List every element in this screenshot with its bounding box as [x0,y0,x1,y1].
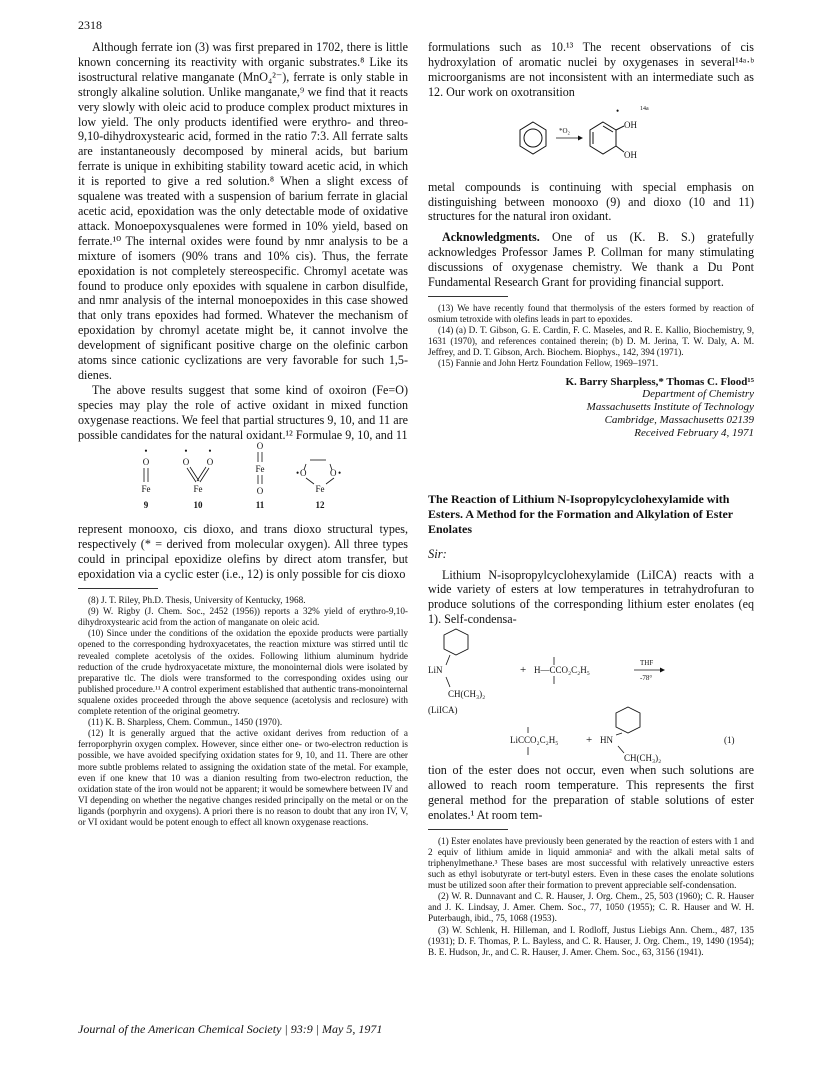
authors: K. Barry Sharpless,* Thomas C. Flood¹⁵ [565,375,754,388]
acknowledgments [428,230,754,290]
lica-scheme [428,627,754,763]
ref-14a: 14a [640,105,649,112]
svg-text:•: • [208,446,212,457]
left-paragraph-1: Although ferrate ion (3) was first prepared in 1702, there is little known concerning its reactivity with organic substrates.⁸ Like its isostructural relative manganate (MnO₄²⁻), ferrate is only stable in strongly alkaline solution. Unlike manganate,⁹ we find that it reacts very slowly with oleic acid to produce complex product mixtures in low yield. The only products identified were erythro- and threo-9,10-dihydroxystearic acid, formed in the ratio 7:3. All ferrate salts are instantaneously decomposed by mineral acids, but barium ferrate is unique in exhibiting stability toward acetic acid, in which it is reported to give a red solution.⁸ When a slight excess of squalene was treated with a suspension of barium ferrate in glacial acetic acid, epoxidation was the only detectable mode of oxidative attack. Monoepoxysqualenes were formed in 10% yield, based on ferrate.¹⁰ The internal oxides were found by nmr analysis to be a mixture of isomers (90% trans and 10% cis). Thus, the ferrate epoxidation is not completely stereospecific. Chromyl acetate was found to produce only epoxides with squalene in carbon disulfide, and nmr analysis of the internal monoepoxides in this case showed that only trans epoxides had formed. Whatever the mechanism of epoxidation by chromyl acetate might be, it cannot involve the development of significant positive charge on the olefinic carbon atoms since cationic cyclizations are very favorable for such 1,5-dienes. [78,40,408,382]
svg-text:•: • [296,468,300,479]
structure-12 [296,460,341,510]
struct12-fe: Fe [315,484,325,495]
chch3b-label: CH(CH₃)₂ [624,753,662,764]
footnote-10: (10) Since under the conditions of the oxidation the epoxide products were partially opened to the corresponding hydroxyacetates, the reaction mixture was stirred until tlc revealed complete acetolysis of the oxides. Following lithium aluminum hydride reduction of the crude hydroxyacetate mixture, the monointernal diols were isolated by preparative tlc. The diols were transformed to the corresponding oxides using our published procedure.¹¹ A control experiment established that authentic trans-monointernal squalene oxides proceeded through the above sequence (acetolysis and reclosure) with complete retention of the original geometry. [78,628,408,717]
footnote-2: (2) W. R. Dunnavant and C. R. Hauser, J. Org. Chem., 25, 503 (1960); C. R. Hauser and J. K. Lindsay, J. Amer. Chem. Soc., 77, 1050 (1955); C. R. Hauser and W. H. Puterbaugh, ibid., 75, 1068 (1953). [428,891,754,924]
benzene-ring [520,122,546,154]
struct10-fe: Fe [193,484,203,495]
footnote-11: (11) K. B. Sharpless, Chem. Commun., 1450 (1970). [88,717,283,728]
right-paragraph-1: formulations such as 10.¹³ The recent observations of cis hydroxylation of aromatic nuclei by oxygenases in several¹⁴ᵃ·ᵇ microorganisms are not inconsistent with an intermediate such as 12. Our work on oxotransition [428,40,754,99]
right-column [428,40,754,958]
footnote-rule-right [428,296,508,297]
right-paragraph-3: Lithium N-isopropylcyclohexylamide (LiICA) reacts with a wide variety of esters at low temperatures in tetrahydrofuran to produce solutions of the corresponding lithium ester enolates (eq 1). Self-condensa- [428,567,754,627]
hydroxylation-scheme [428,100,754,180]
footnote-rule-right-2 [428,829,508,830]
struct11-fe: Fe [255,464,265,475]
reaction-arrow [556,127,583,141]
page-number: 2318 [78,18,102,32]
struct11-o-bottom: O [256,486,264,497]
ack-heading: Acknowledgments. [442,230,540,245]
hn-label: HN [600,735,613,746]
footnote-14: (14) (a) D. T. Gibson, G. E. Cardin, F. C. Maseles, and R. E. Kallio, Biochemistry, 9, 1631 (1970), and references contained therein; (b) D. M. Jerina, T. W. Daly, A. M. Jeffrey, and D. T. Gibson, Arch. Biochem. Biophys., 142, 394 (1971). [428,325,754,358]
plus-1: + [520,664,527,677]
structure-11 [256,442,265,510]
structure-9 [142,446,151,510]
left-footnotes [78,595,408,828]
lin-label: LiN [428,665,443,676]
received-date: Received February 4, 1971 [634,426,754,439]
article-title: The Reaction of Lithium N-Isopropylcyclohexylamide with Esters. A Method for the Formation and Alkylation of Ester Enolates [428,491,733,536]
affiliation-city: Cambridge, Massachusetts 02139 [604,413,754,426]
struct11-label: 11 [255,500,265,511]
left-paragraph-2: The above results suggest that some kind of oxoiron (Fe=O) species may play the role of active oxidant in mixed function oxygenase reactions. We feel that partial structures 9, 10, and 11 are possible candidates for the natural oxidant.¹² Formulae 9, 10, and 11 [78,382,408,442]
footnote-9: (9) W. Rigby (J. Chem. Soc., 2452 (1956)) reports a 32% yield of erythro-9,10-dihydroxystearic acid from the action of manganate on oleic acid. [78,606,408,628]
ester-label: H—CCO₂C₂H₅ [534,665,590,676]
struct10-o2: O [206,457,214,468]
left-column [78,40,408,828]
svg-text:•: • [616,105,620,116]
salutation: Sir: [428,546,447,561]
svg-text:•: • [184,446,188,457]
thf-label: THF [640,659,654,668]
footnote-3: (3) W. Schlenk, H. Hilleman, and I. Rodloff, Justus Liebigs Ann. Chem., 487, 135 (1931); D. F. Thomas, P. L. Bayless, and C. R. Hauser, J. Org. Chem., 19, 1490 (1954); B. E. Hudson, Jr., and C. R. Hauser, J. Amer. Chem. Soc., 63, 3156 (1941). [428,924,754,957]
struct9-fe: Fe [141,484,151,495]
structures-9-12-figure [78,442,408,522]
cis-diol-product [590,122,624,154]
affiliation-dept: Department of Chemistry [642,387,754,400]
right-paragraph-4: tion of the ester does not occur, even when such solutions are allowed to reach room temperature. This represents the first general method for the preparation of stable solutions of ester enolates.¹ At room tem- [428,763,754,822]
struct11-o-top: O [256,442,264,452]
lica-label: (LiICA) [428,705,458,716]
footnote-12: (12) It is generally argued that the active oxidant derives from reduction of a ferroporphyrin oxygen complex. However, since either one- or two-electron reduction is possible, we have avoided specifying oxidation states for 9, 10, and 11. There are other more subtle problems related to assigning the oxidation state of the metal. For example, even if one knew that 10 was a dianion resulting from two-electron reduction, the oxidation state of the iron would not be apparent; it would be somewhere between IV and VI depending on whether the negative changes resided principally on the metal or on the ligands (porphyrin and oxygens). A priori there is no reason to doubt that any iron IV, V, or VI oxidant would be potent enough to effect all known oxygenase reactions. [78,728,408,827]
chch3-label: CH(CH₃)₂ [448,689,486,700]
oh-bottom: OH [624,149,637,160]
plus-2: + [586,734,593,747]
right-paragraph-2: metal compounds is continuing with special emphasis on distinguishing between monooxo (9) and dioxo (10 and 11) structures for the natural iron oxidant. [428,179,754,224]
ack-text: One of us (K. B. S.) gratefully acknowledges Professor James P. Collman for many stimulating discussions of oxygenase chemistry. We thank a Du Pont Fundamental Research Grant for providing financial support. [428,230,754,290]
struct12-label: 12 [315,500,325,511]
svg-text:•: • [338,468,342,479]
right-footnotes-2 [428,836,754,958]
o2-reagent: *O₂ [559,126,570,135]
struct10-o1: O [182,457,190,468]
cyclohexyl-ring-1 [444,629,468,655]
struct10-label: 10 [193,500,203,511]
struct9-o: O [142,457,150,468]
temp-label: -78° [640,674,653,683]
equation-number: (1) [724,735,735,746]
affiliation-inst: Massachusetts Institute of Technology [586,400,754,413]
structure-10 [183,446,214,510]
journal-footer: Journal of the American Chemical Society | 93:9 | May 5, 1971 [78,1022,383,1036]
struct12-o2: O [330,468,337,479]
cyclohexyl-ring-2 [616,707,640,733]
oh-top: OH [624,119,637,130]
footnote-15: (15) Fannie and John Hertz Foundation Fellow, 1969–1971. [438,358,659,369]
footnote-rule [78,588,158,589]
struct9-label: 9 [143,500,149,511]
product-label: LiCCO₂C₂H₅ [510,735,559,746]
footnote-8: (8) J. T. Riley, Ph.D. Thesis, University of Kentucky, 1968. [88,595,306,606]
left-paragraph-3: represent monooxo, cis dioxo, and trans dioxo structural types, respectively (* = derived from molecular oxygen). All three types could in principal epoxidize olefins by direct atom transfer, but epoxidation via a cyclic ester (i.e., 12) is only possible for cis dioxo [78,522,408,582]
footnote-1: (1) Ester enolates have previously been generated by the reaction of esters with 1 and 2 equiv of lithium amide in liquid ammonia² and with the alkali metal salts of triphenylmethane.³ These bases are most successful with relatively unreactive esters such as ethyl isobutyrate or tert-butyl esters. Even in these cases the enolate solutions must be utilized soon after their formation to prevent appreciable self-condensation. [428,835,754,891]
struct12-o1: O [300,468,307,479]
svg-text:•: • [144,446,148,457]
footnote-13: (13) We have recently found that thermolysis of the esters formed by reaction of osmium tetroxide with olefins leads in part to epoxides. [428,302,754,325]
right-footnotes [428,303,754,370]
